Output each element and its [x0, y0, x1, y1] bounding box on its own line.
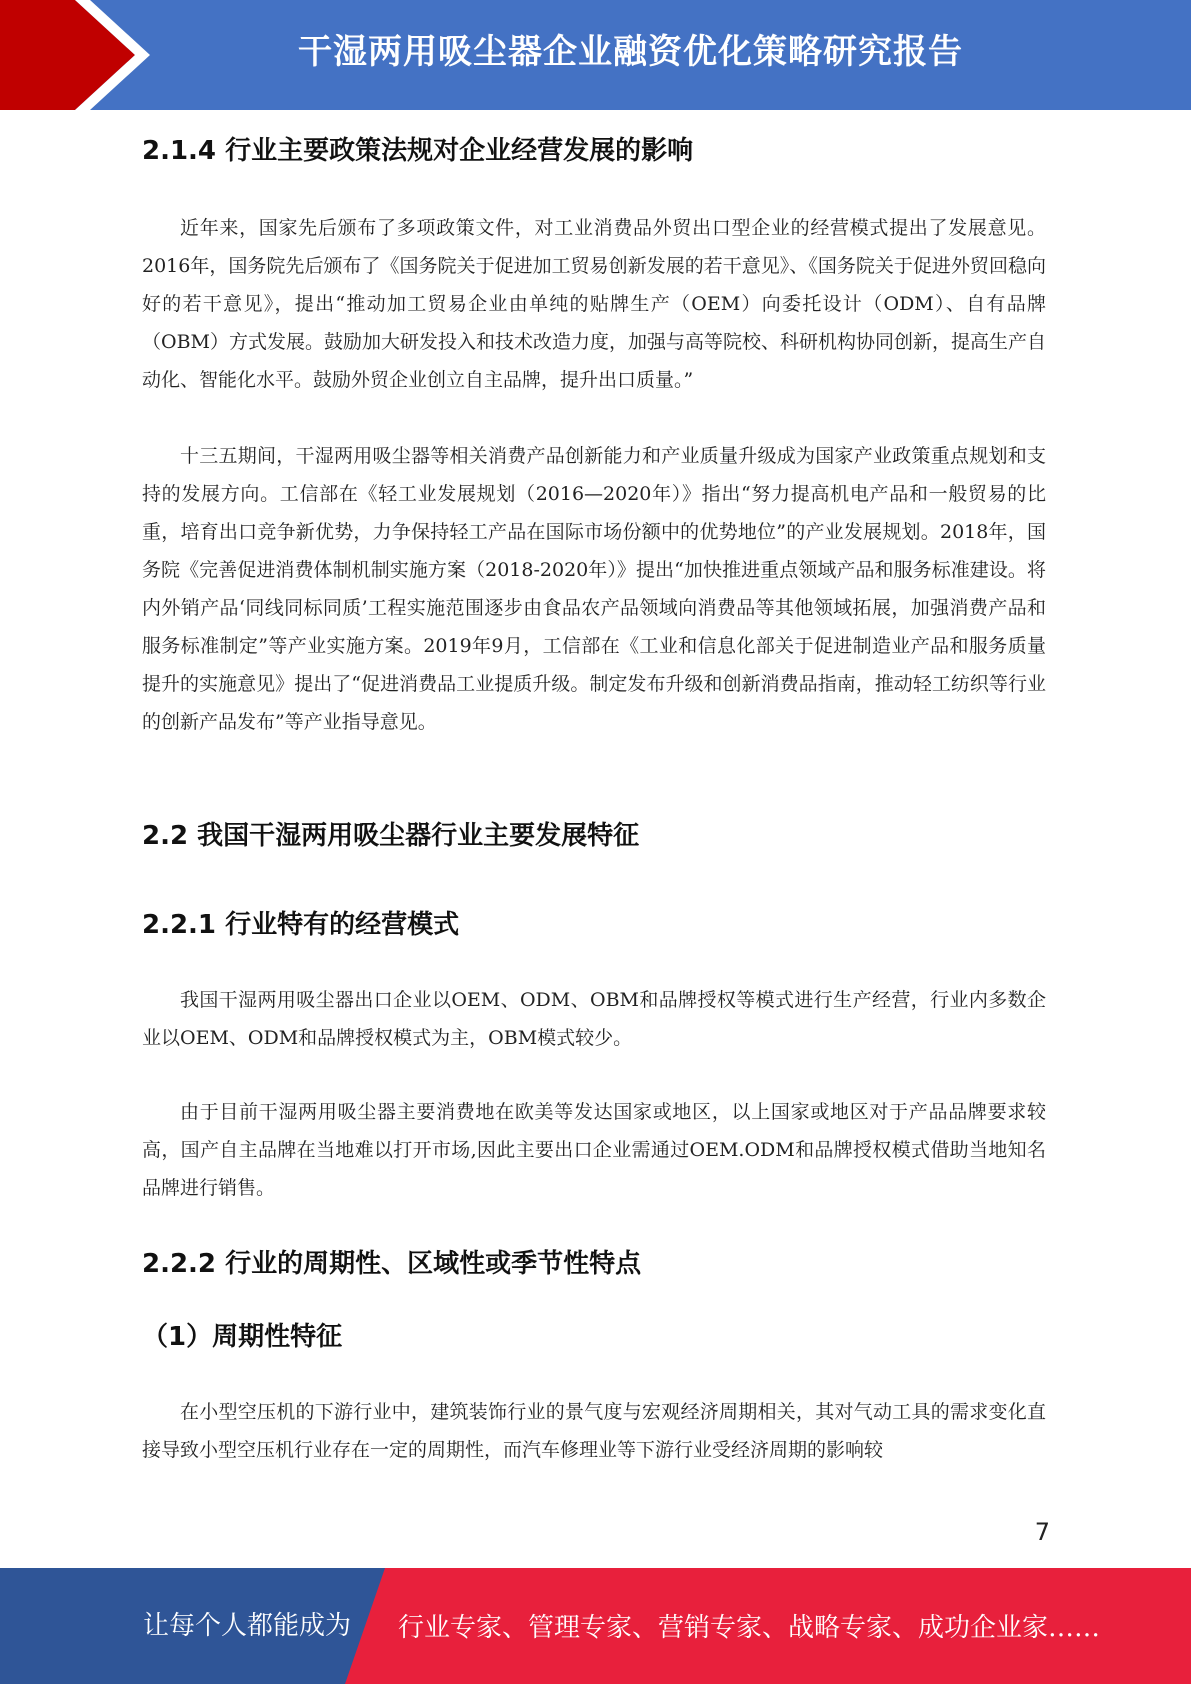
- section-heading-2-2-1: 2.2.1 行业特有的经营模式: [142, 910, 460, 940]
- paragraph-business-model: 我国干湿两用吸尘器出口企业以OEM、ODM、OBM和品牌授权等模式进行生产经营，行业内多数企业以OEM、ODM和品牌授权模式为主，OBM模式较少。: [142, 989, 1046, 1049]
- footer-slogan-right: 行业专家、管理专家、营销专家、战略专家、成功企业家……: [398, 1613, 1101, 1643]
- paragraph-cyclicality: 在小型空压机的下游行业中，建筑装饰行业的景气度与宏观经济周期相关，其对气动工具的需求变化直接导致小型空压机行业存在一定的周期性，而汽车修理业等下游行业受经济周期的影响较: [142, 1401, 1046, 1461]
- section-heading-2-2-2: 2.2.2 行业的周期性、区域性或季节性特点: [142, 1249, 642, 1279]
- footer-slogan-left: 让每个人都能成为: [143, 1611, 352, 1641]
- main-content: [142, 118, 1046, 1469]
- paragraph-policy-overview: 近年来，国家先后颁布了多项政策文件，对工业消费品外贸出口型企业的经营模式提出了发展意见。2016年，国务院先后颁布了《国务院关于促进加工贸易创新发展的若干意见》、《国务院关于促进外贸回稳向好的若干意见》，提出“推动加工贸易企业由单纯的贴牌生产（OEM）向委托设计（ODM）、自有品牌（OBM）方式发展。鼓励加大研发投入和技术改造力度，加强与高等院校、科研机构协同创新，提高生产自动化、智能化水平。鼓励外贸企业创立自主品牌，提升出口质量。”: [142, 217, 1046, 391]
- page-number: 7: [1034, 1518, 1050, 1546]
- section-heading-2-1-4: 2.1.4 行业主要政策法规对企业经营发展的影响: [142, 136, 694, 166]
- page-header: [0, 0, 1191, 110]
- section-heading-2-2: 2.2 我国干湿两用吸尘器行业主要发展特征: [142, 821, 640, 851]
- header-title: 干湿两用吸尘器企业融资优化策略研究报告: [298, 32, 963, 72]
- paragraph-export-branding: 由于目前干湿两用吸尘器主要消费地在欧美等发达国家或地区，以上国家或地区对于产品品牌要求较高，国产自主品牌在当地难以打开市场,因此主要出口企业需通过OEM.ODM和品牌授权模式借助当地知名品牌进行销售。: [142, 1101, 1046, 1199]
- page-footer: [0, 1568, 1191, 1684]
- subsection-heading-cyclicality: （1）周期性特征: [142, 1322, 343, 1352]
- paragraph-13th-five-year: 十三五期间，干湿两用吸尘器等相关消费产品创新能力和产业质量升级成为国家产业政策重点规划和支持的发展方向。工信部在《轻工业发展规划（2016—2020年）》指出“努力提高机电产品和一般贸易的比重，培育出口竞争新优势，力争保持轻工产品在国际市场份额中的优势地位”的产业发展规划。2018年，国务院《完善促进消费体制机制实施方案（2018-2020年）》提出“加快推进重点领域产品和服务标准建设。将内外销产品‘同线同标同质’工程实施范围逐步由食品农产品领域向消费品等其他领域拓展，加强消费产品和服务标准制定”等产业实施方案。2019年9月，工信部在《工业和信息化部关于促进制造业产品和服务质量提升的实施意见》提出了“促进消费品工业提质升级。制定发布升级和创新消费品指南，推动轻工纺织等行业的创新产品发布”等产业指导意见。: [142, 445, 1046, 733]
